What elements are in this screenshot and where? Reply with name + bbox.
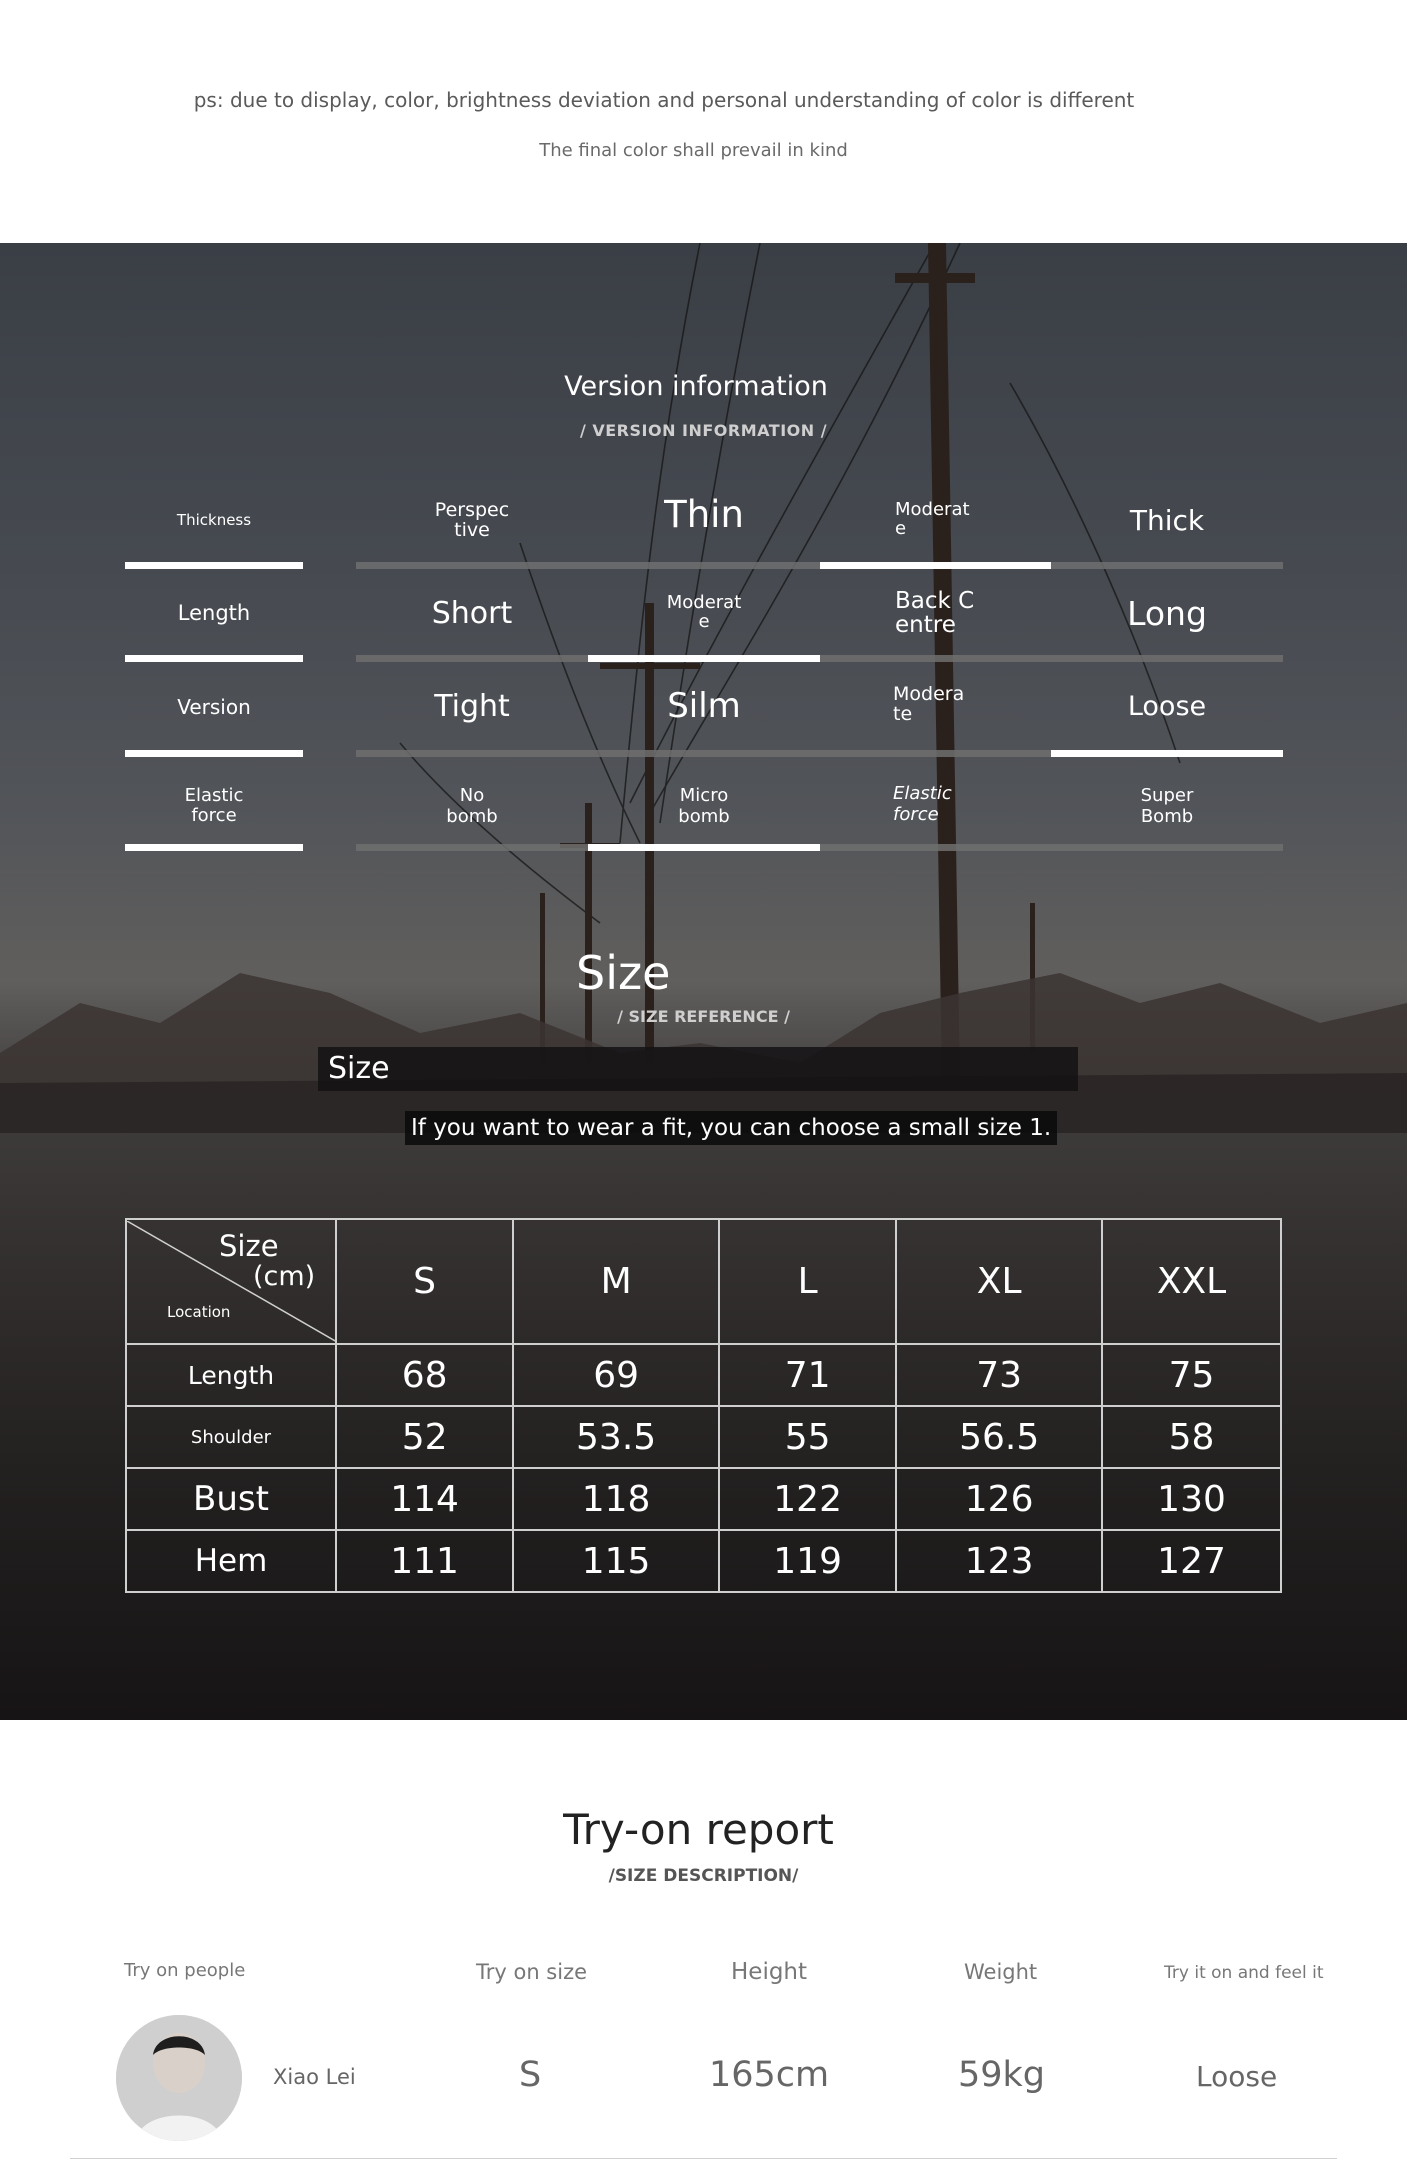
row-label-shoulder: Shoulder: [126, 1406, 336, 1468]
header-feel: Try it on and feel it: [1164, 1963, 1324, 1983]
size-header-row: [126, 1219, 1281, 1344]
table-row: [126, 1530, 1281, 1592]
option-selected-indicator: [1051, 750, 1283, 757]
table-cell: 52: [336, 1406, 513, 1468]
table-cell: 118: [513, 1468, 719, 1530]
option-micro-bomb: Micro bomb: [678, 785, 730, 827]
table-cell: 126: [896, 1468, 1102, 1530]
label-underline: [125, 655, 303, 662]
option-perspective: Perspec tive: [434, 499, 510, 541]
table-cell: 69: [513, 1344, 719, 1406]
size-header-xl: XL: [896, 1219, 1102, 1344]
table-cell: 123: [896, 1530, 1102, 1592]
table-cell: 130: [1102, 1468, 1281, 1530]
option-moderate: Moderat e: [895, 499, 970, 539]
header-try-on-size: Try on size: [476, 1960, 588, 1984]
option-tight: Tight: [434, 689, 510, 724]
size-table: [125, 1218, 1282, 1593]
table-cell: 56.5: [896, 1406, 1102, 1468]
option-super-bomb: Super Bomb: [1140, 785, 1194, 827]
table-cell: 55: [719, 1406, 896, 1468]
size-bar-label: Size: [328, 1051, 390, 1086]
table-row: [126, 1344, 1281, 1406]
version-row-elastic: [0, 783, 1407, 868]
corner-unit-label: (cm): [253, 1261, 316, 1292]
option-selected-indicator: [588, 655, 820, 662]
tryon-person-height: 165cm: [709, 2055, 830, 2095]
tryon-person-feel: Loose: [1196, 2060, 1278, 2093]
table-cell: 122: [719, 1468, 896, 1530]
option-selected-indicator: [820, 562, 1051, 569]
tryon-person-size: S: [519, 2055, 542, 2095]
table-cell: 115: [513, 1530, 719, 1592]
size-header-l: L: [719, 1219, 896, 1344]
label-underline: [125, 844, 303, 851]
table-cell: 111: [336, 1530, 513, 1592]
row-label-length: Length: [126, 1344, 336, 1406]
table-cell: 71: [719, 1344, 896, 1406]
option-elastic-force: Elastic force: [893, 783, 952, 825]
option-moderate: Moderat e: [666, 592, 742, 632]
header-weight: Weight: [964, 1960, 1038, 1984]
person-photo-icon: [116, 2015, 242, 2141]
row-label-hem: Hem: [126, 1530, 336, 1592]
row-label: Elastic force: [184, 785, 244, 826]
option-loose: Loose: [1127, 691, 1207, 722]
size-header-s: S: [336, 1219, 513, 1344]
option-thick: Thick: [1129, 504, 1205, 537]
table-row: [126, 1406, 1281, 1468]
row-label: Thickness: [176, 511, 252, 529]
size-title: Size: [576, 946, 671, 1000]
row-label: Version: [177, 695, 251, 719]
option-selected-indicator: [588, 844, 820, 851]
avatar: [116, 2015, 242, 2141]
version-subtitle: / VERSION INFORMATION /: [579, 421, 828, 440]
option-thin: Thin: [664, 493, 744, 536]
table-cell: 127: [1102, 1530, 1281, 1592]
corner-cell: [126, 1219, 336, 1344]
version-size-panel: [0, 243, 1407, 1720]
tryon-title: Try-on report: [563, 1805, 834, 1854]
option-long: Long: [1127, 594, 1207, 633]
size-header-bar: [318, 1047, 1078, 1091]
corner-size-label: Size: [219, 1229, 279, 1263]
mountains-backdrop: [0, 933, 1407, 1133]
tryon-person-weight: 59kg: [958, 2055, 1046, 2095]
row-label-bust: Bust: [126, 1468, 336, 1530]
header-height: Height: [731, 1959, 808, 1985]
row-divider: [70, 2158, 1337, 2159]
row-label: Length: [177, 601, 251, 625]
option-back-centre: Back C entre: [895, 588, 975, 639]
size-subtitle: / SIZE REFERENCE /: [617, 1007, 790, 1026]
option-no-bomb: No bomb: [446, 785, 498, 827]
table-cell: 68: [336, 1344, 513, 1406]
table-cell: 119: [719, 1530, 896, 1592]
table-cell: 73: [896, 1344, 1102, 1406]
version-row-length: [0, 588, 1407, 681]
size-header-xxl: XXL: [1102, 1219, 1281, 1344]
option-short: Short: [431, 596, 513, 631]
version-row-fit: [0, 683, 1407, 775]
label-underline: [125, 562, 303, 569]
color-disclaimer-secondary: The final color shall prevail in kind: [539, 140, 848, 161]
version-row-thickness: [0, 493, 1407, 588]
option-moderate: Modera te: [893, 683, 965, 725]
label-underline: [125, 750, 303, 757]
option-silm: Silm: [667, 686, 741, 726]
header-try-on-people: Try on people: [124, 1960, 246, 1981]
color-disclaimer: ps: due to display, color, brightness deviation and personal understanding of color is different: [193, 88, 1135, 112]
table-cell: 75: [1102, 1344, 1281, 1406]
table-row: [126, 1468, 1281, 1530]
table-cell: 114: [336, 1468, 513, 1530]
corner-location-label: Location: [167, 1303, 231, 1321]
table-cell: 53.5: [513, 1406, 719, 1468]
tryon-subtitle: /SIZE DESCRIPTION/: [608, 1866, 799, 1886]
tryon-person-name: Xiao Lei: [273, 2065, 356, 2089]
version-title: Version information: [564, 371, 828, 402]
size-tip: If you want to wear a fit, you can choose a small size 1.: [405, 1111, 1057, 1145]
size-header-m: M: [513, 1219, 719, 1344]
table-cell: 58: [1102, 1406, 1281, 1468]
